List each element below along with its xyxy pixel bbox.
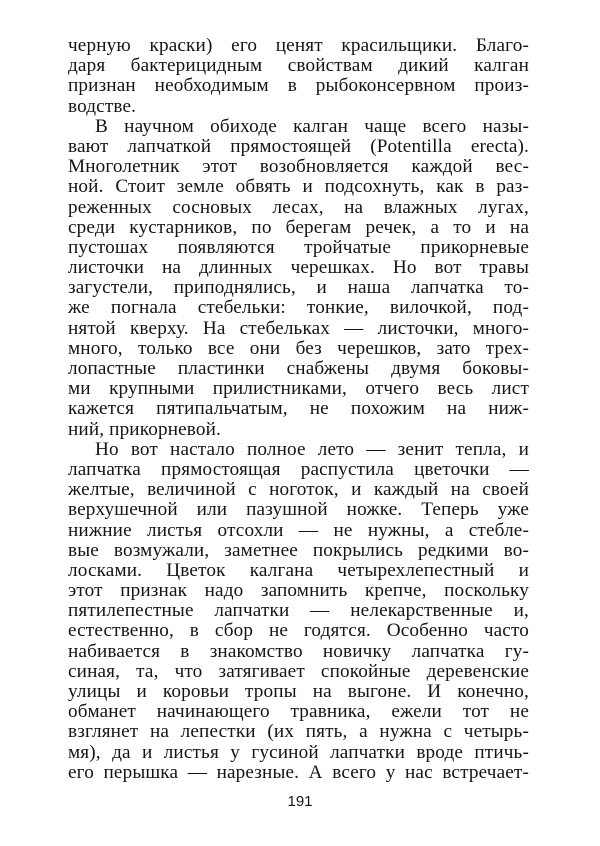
text-line: ми крупными прилистниками, отчего весь лист — [68, 378, 529, 400]
text-column — [68, 36, 529, 783]
text-line: улицы и коровьи тропы на выгоне. И конечно, — [68, 681, 529, 702]
text-line: кажется пятипальчатым, не похожим на ниж- — [68, 398, 529, 420]
text-line: загустели, приподнялись, и наша лапчатка то- — [68, 277, 529, 299]
text-line: желтые, величиной с ноготок, и каждый на своей — [68, 479, 529, 501]
text-line: ной. Стоит земле обвять и подсохнуть, как в раз- — [68, 176, 529, 198]
text-line: листочки на длинных черешках. Но вот травы — [68, 257, 529, 279]
page-number: 191 — [287, 793, 313, 810]
text-line: среди кустарников, по берегам речек, а то и на — [68, 216, 529, 238]
text-line: лопастные пластинки снабжены двумя боковы- — [68, 358, 529, 379]
text-line: Но вот настало полное лето — зенит тепла, и — [95, 438, 529, 460]
text-line: реженных сосновых лесах, на влажных лугах, — [68, 196, 529, 218]
text-line: Многолетник этот возобновляется каждой вес- — [68, 156, 529, 178]
text-line: естественно, в сбор не годятся. Особенно часто — [68, 620, 529, 642]
text-line: пятилепестные лапчатки — нелекарственные и, — [68, 600, 529, 622]
text-line: же погнала стебельки: тонкие, вилочкой, под- — [68, 297, 529, 319]
text-line: признан необходимым в рыбоконсервном произ- — [68, 75, 529, 97]
text-line: черную краски) его ценят красильщики. Благо- — [68, 35, 529, 56]
text-line: его перышка — нарезные. А всего у нас встречает- — [68, 761, 529, 783]
text-line: обманет начинающего травника, ежели тот не — [68, 701, 529, 723]
text-line: пустошах появляются тройчатые прикорневые — [68, 236, 529, 258]
text-line: синая, та, что затягивает спокойные деревенские — [68, 660, 529, 682]
text-line: лапчатка прямостоящая распустила цветочки — — [68, 458, 529, 480]
text-line: водстве. — [68, 95, 137, 117]
text-line: вают лапчаткой прямостоящей (Potentilla erecta). — [68, 135, 529, 157]
text-line: лосками. Цветок калгана четырехлепестный и — [68, 559, 529, 581]
text-line: верхушечной или пазушной ножке. Теперь уже — [68, 499, 529, 521]
text-line: этот признак надо запомнить крепче, поскольку — [68, 580, 529, 602]
text-line: В научном обиходе калган чаще всего назы- — [95, 115, 529, 137]
text-line: взглянет на лепестки (их пять, а нужна с четырь- — [68, 721, 529, 743]
text-line: много, только все они без черешков, зато трех- — [68, 337, 529, 359]
text-line: вые возмужали, заметнее покрылись редкими во- — [68, 539, 529, 561]
text-line: нижние листья отсохли — не нужны, а стебле- — [68, 519, 529, 541]
text-line: набивается в знакомство новичку лапчатка гу- — [68, 640, 529, 662]
text-line: ний, прикорневой. — [68, 418, 221, 440]
text-line: мя), да и листья у гусиной лапчатки вроде птичь- — [68, 741, 529, 763]
text-line: нятой кверху. На стебельках — листочки, много- — [68, 317, 529, 339]
text-line: даря бактерицидным свойствам дикий калган — [68, 55, 529, 77]
